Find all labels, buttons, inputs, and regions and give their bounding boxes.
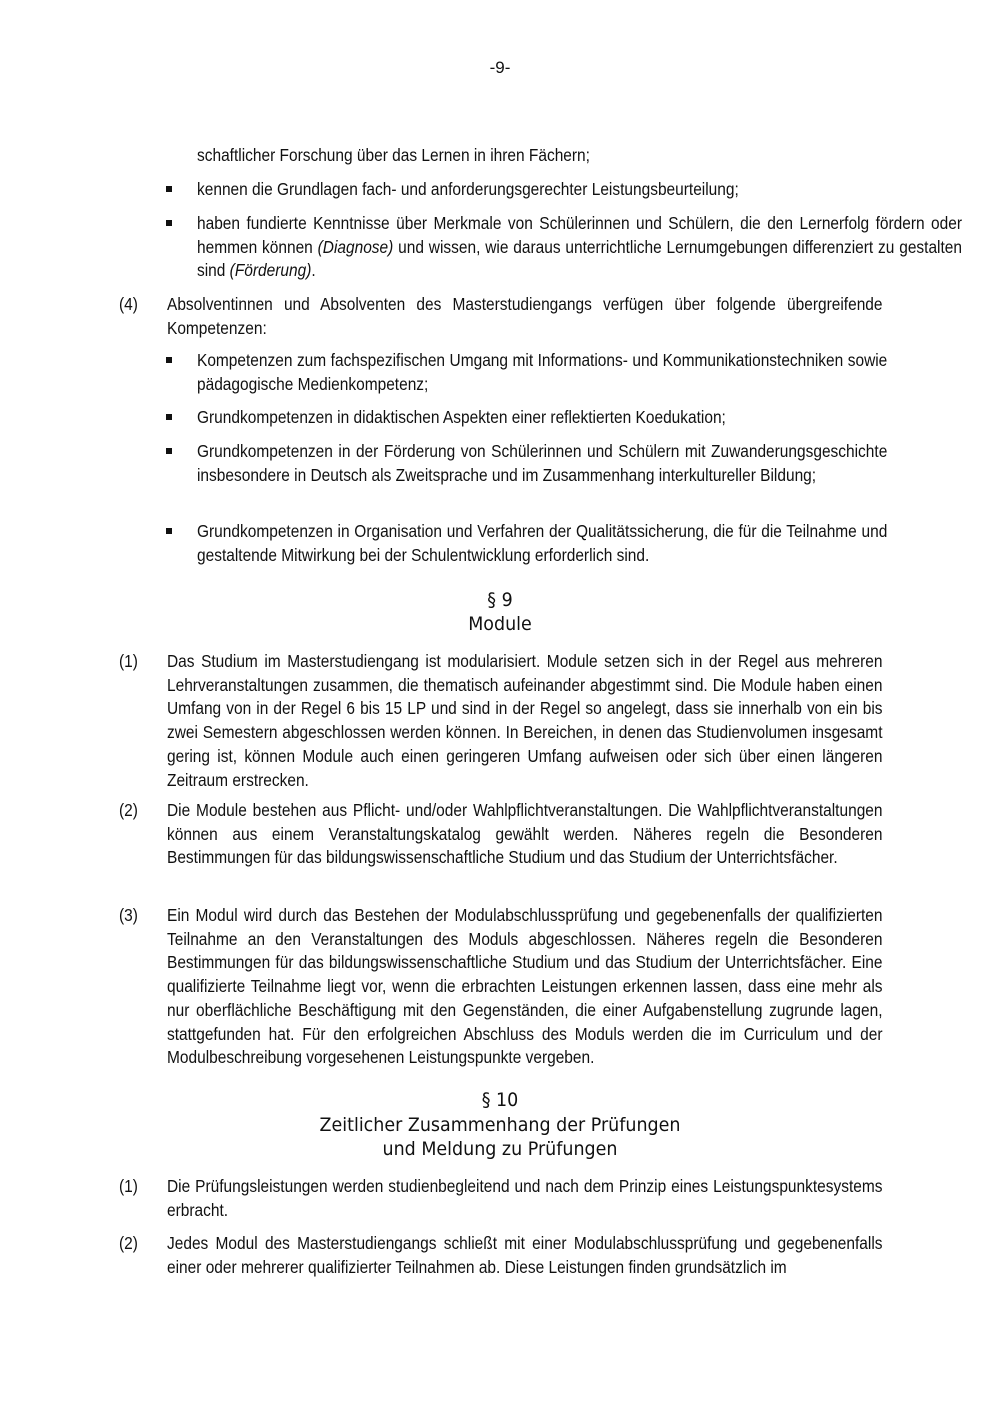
paragraph-number: (1) [119,1176,138,1196]
paragraph-number: (1) [119,651,138,671]
bullet-text: Grundkompetenzen in Organisation und Verfahren der Qualitätssicherung, die für die Teilnahme und gestaltende Mitwirkung bei der Schulentwicklung erforderlich sind. [197,521,888,565]
bullet-icon [166,220,172,226]
section-title: und Meldung zu Prüfungen [382,1138,618,1160]
paragraph-text: Das Studium im Masterstudiengang ist modularisiert. Module setzen sich in der Regel aus mehreren Lehrveranstaltungen zusammen, die thematisch aufeinander abgestimmt sind. Die Module haben einen Umfang von in der Regel 6 bis 15 LP und sind in der Regel so angelegt, dass sie innerhalb von ein bis zwei Semestern abgeschlossen werden können. In Bereichen, in denen das Studienvolumen insgesamt gering ist, können Module auch einen geringeren Umfang aufweisen oder sich über einen längeren Zeitraum erstrecken. [167,651,883,790]
paragraph-text: Absolventinnen und Absolventen des Masterstudiengangs verfügen über folgende übergreifende Kompetenzen: [167,294,883,338]
bullet-icon [166,528,172,534]
bullet-icon [166,186,172,192]
paragraph-text: Die Module bestehen aus Pflicht- und/oder Wahlpflichtveranstaltungen. Die Wahlpflichtveranstaltungen können aus einem Veranstaltungskatalog gewählt werden. Näheres regeln die Besonderen Bestimmungen für das bildungswissenschaftliche Studium und das Studium der Unterrichtsfächer. [167,800,883,868]
section-sign: § 9 [487,589,513,611]
bullet-icon [166,448,172,454]
page-number: -9- [489,58,511,77]
paragraph-number: (4) [119,294,138,314]
bullet-text: Kompetenzen zum fachspezifischen Umgang mit Informations- und Kommunikationstechniken sowie pädagogische Medienkompetenz; [197,350,888,394]
paragraph-number: (2) [119,800,138,820]
section-sign: § 10 [481,1089,519,1111]
bullet-text: haben fundierte Kenntnisse über Merkmale von Schülerinnen und Schülern, die den Lernerfolg fördern oder hemmen können (Diagnose) und wissen, wie daraus unterrichtliche Lernumgebungen differenziert zu gestalten sind (Förderung). [197,213,963,281]
bullet-icon [166,357,172,363]
paragraph-number: (3) [119,905,138,925]
paragraph-text: Ein Modul wird durch das Bestehen der Modulabschlussprüfung und gegebenenfalls der qualifizierten Teilnahme an den Veranstaltungen des Moduls abgeschlossen. Näheres regeln die Besonderen Bestimmungen für das bildungswissenschaftliche Studium und das Studium der Unterrichtsfächer. Eine qualifizierte Teilnahme liegt vor, wenn die erbrachten Leistungen erkennen lassen, dass eine mehr als nur oberflächliche Beschäftigung mit den Gegenständen, die einer Aufgabenstellung zugrunde lagen, stattgefunden hat. Für den erfolgreichen Abschluss des Moduls werden die im Curriculum und der Modulbeschreibung vorgesehenen Leistungspunkte vergeben. [167,905,883,1068]
paragraph-number: (2) [119,1233,138,1253]
section-title: Zeitlicher Zusammenhang der Prüfungen [319,1114,681,1136]
bullet-text: Grundkompetenzen in didaktischen Aspekten einer reflektierten Koedukation; [197,407,726,427]
bullet-icon [166,414,172,420]
intro-continuation: schaftlicher Forschung über das Lernen in ihren Fächern; [197,145,590,165]
paragraph-text: Jedes Modul des Masterstudiengangs schließt mit einer Modulabschlussprüfung und gegebenenfalls einer oder mehrerer qualifizierter Teilnahmen ab. Diese Leistungen finden grundsätzlich im [167,1233,883,1277]
paragraph-text: Die Prüfungsleistungen werden studienbegleitend und nach dem Prinzip eines Leistungspunktesystems erbracht. [167,1176,883,1220]
section-title: Module [468,613,532,635]
bullet-text: kennen die Grundlagen fach- und anforderungsgerechter Leistungsbeurteilung; [197,179,739,199]
bullet-text: Grundkompetenzen in der Förderung von Schülerinnen und Schülern mit Zuwanderungsgeschichte insbesondere in Deutsch als Zweitsprache und im Zusammenhang interkultureller Bildung; [197,441,888,485]
